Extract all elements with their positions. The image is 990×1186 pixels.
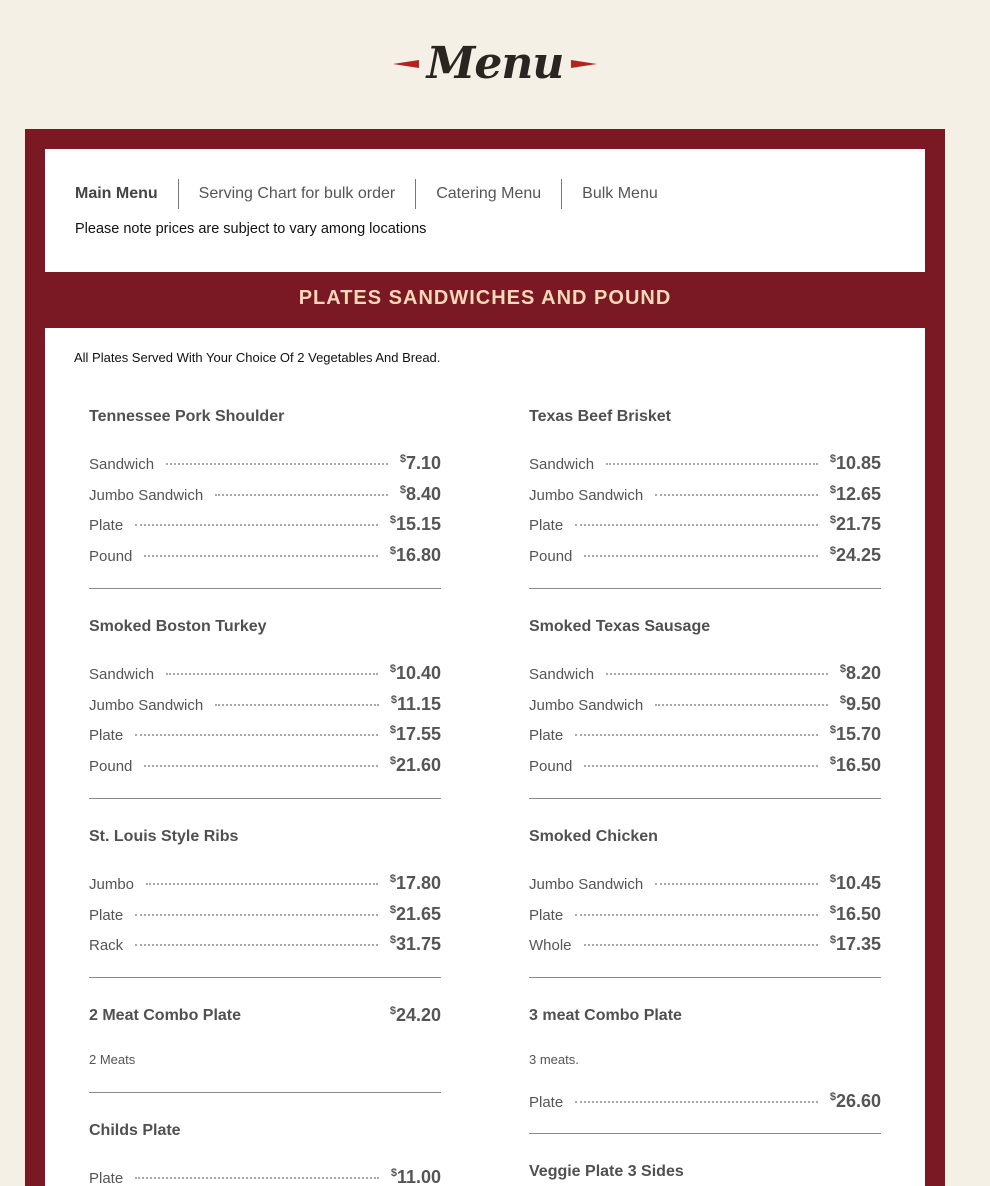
dotted-leader [575,734,818,736]
tab-main-menu[interactable]: Main Menu [75,185,158,202]
price-row-label: Pound [89,548,133,565]
tab-catering-menu[interactable]: Catering Menu [415,179,561,209]
currency-symbol: $ [389,904,396,916]
currency-symbol: $ [839,694,846,706]
price [830,755,881,776]
price-row-label: Plate [529,727,564,744]
price-row-label: Jumbo Sandwich [529,876,644,893]
price-amount: 17.35 [835,934,881,954]
price-row [89,904,441,926]
price [830,453,881,474]
menu-item-name: 2 Meat Combo Plate [89,1007,242,1024]
currency-symbol: $ [389,545,396,557]
price-row-label: Sandwich [89,666,155,683]
price-row-label: Jumbo Sandwich [529,697,644,714]
dotted-leader [166,673,378,675]
price [400,453,441,474]
price-amount: 17.80 [395,873,441,893]
price-amount: 10.40 [395,663,441,683]
price-row-label: Whole [529,937,572,954]
price-amount: 12.65 [835,484,881,504]
price-amount: 8.40 [405,484,441,504]
price-row [529,694,881,716]
price-row [529,663,881,685]
price-amount: 21.60 [395,755,441,775]
currency-symbol: $ [399,453,406,465]
price [390,873,441,894]
dotted-leader [606,673,828,675]
price [830,934,881,955]
currency-symbol: $ [829,873,836,885]
price-row-label: Jumbo Sandwich [529,487,644,504]
dotted-leader [146,883,378,885]
currency-symbol: $ [389,514,396,526]
currency-symbol: $ [390,694,397,706]
currency-symbol: $ [389,934,396,946]
price [390,904,441,925]
price-row [89,1167,441,1186]
price-amount: 31.75 [395,934,441,954]
dotted-leader [584,555,817,557]
price-row [529,514,881,536]
price [391,694,441,715]
price-amount: 21.65 [395,904,441,924]
dotted-leader [606,463,818,465]
price [390,663,441,684]
price-row-label: Plate [89,1170,124,1186]
menu-item-description: 3 meats. [529,1052,579,1067]
price [390,724,441,745]
left-arrow-ornament-icon [393,60,419,68]
page-title: Menu [426,38,564,89]
item-divider [529,798,881,799]
price-row [529,545,881,567]
price-row [529,484,881,506]
price [390,545,441,566]
price-row-label: Jumbo Sandwich [89,697,204,714]
item-divider [529,588,881,589]
price-row [89,873,441,895]
price-amount: 16.50 [835,904,881,924]
price-row-label: Plate [529,517,564,534]
dotted-leader [575,524,818,526]
currency-symbol: $ [839,663,846,675]
price [830,724,881,745]
dotted-leader [135,1177,379,1179]
dotted-leader [144,765,377,767]
price-row [89,545,441,567]
dotted-leader [575,914,818,916]
price [400,484,441,505]
tab-bulk-menu[interactable]: Bulk Menu [561,179,678,209]
dotted-leader [135,524,378,526]
menu-item-name: Smoked Chicken [529,828,658,845]
currency-symbol: $ [829,545,836,557]
price-amount: 10.85 [835,453,881,473]
price-row [89,663,441,685]
price-row-label: Jumbo [89,876,135,893]
currency-symbol: $ [389,755,396,767]
price [390,514,441,535]
item-divider [529,977,881,978]
price-amount: 26.60 [835,1091,881,1111]
currency-symbol: $ [389,873,396,885]
price-row [529,1091,881,1113]
price [830,904,881,925]
dotted-leader [215,704,379,706]
price-amount: 24.25 [835,545,881,565]
page-header [0,36,990,92]
price-amount: 16.80 [395,545,441,565]
dotted-leader [135,914,378,916]
price [830,484,881,505]
dotted-leader [655,704,828,706]
price-row-label: Plate [89,907,124,924]
menu-tabs [75,179,678,209]
currency-symbol: $ [829,514,836,526]
price-row-label: Sandwich [529,666,595,683]
currency-symbol: $ [829,904,836,916]
menu-item-description: 2 Meats [89,1052,136,1067]
price-row [89,724,441,746]
dotted-leader [135,734,378,736]
currency-symbol: $ [829,453,836,465]
price-amount: 15.70 [835,724,881,744]
currency-symbol: $ [829,1091,836,1103]
price-amount: 24.20 [395,1005,441,1025]
price-row [529,453,881,475]
item-divider [89,798,441,799]
price-amount: 16.50 [835,755,881,775]
price [830,873,881,894]
menu-item-name: Veggie Plate 3 Sides [529,1163,684,1180]
price-amount: 11.00 [396,1167,441,1186]
price-amount: 7.10 [405,453,441,473]
price-amount: 9.50 [845,694,881,714]
currency-symbol: $ [399,484,406,496]
price-amount: 15.15 [395,514,441,534]
price-row-label: Sandwich [89,456,155,473]
currency-symbol: $ [829,724,836,736]
price-row-label: Plate [89,727,124,744]
item-divider [529,1133,881,1134]
right-arrow-ornament-icon [571,60,597,68]
dotted-leader [575,1101,818,1103]
menu-item-name: Childs Plate [89,1122,181,1139]
price-row-label: Pound [529,758,573,775]
item-divider [89,1092,441,1093]
price [390,755,441,776]
price-amount: 21.75 [835,514,881,534]
currency-symbol: $ [389,724,396,736]
currency-symbol: $ [390,1167,397,1179]
item-divider [89,977,441,978]
price-row [529,724,881,746]
price [840,694,881,715]
price-row [89,934,441,956]
dotted-leader [655,494,818,496]
menu-item-name: Tennessee Pork Shoulder [89,408,285,425]
currency-symbol: $ [829,755,836,767]
dotted-leader [655,883,818,885]
price-note: Please note prices are subject to vary among locations [75,221,427,237]
dotted-leader [144,555,377,557]
price-amount: 11.15 [396,694,441,714]
tab-serving-chart[interactable]: Serving Chart for bulk order [178,179,416,209]
menu-item-name: 3 meat Combo Plate [529,1007,682,1024]
price [391,1167,441,1186]
price-row [529,755,881,777]
price [830,1091,881,1112]
price-row [89,484,441,506]
dotted-leader [135,944,378,946]
price [390,934,441,955]
menu-tabs-panel [45,149,925,272]
price [830,514,881,535]
currency-symbol: $ [389,663,396,675]
section-intro: All Plates Served With Your Choice Of 2 Vegetables And Bread. [74,350,441,365]
price-row [529,873,881,895]
dotted-leader [584,765,817,767]
price-row-label: Pound [89,758,133,775]
dotted-leader [166,463,388,465]
price-row-label: Plate [89,517,124,534]
price-row-label: Rack [89,937,124,954]
menu-item-name: St. Louis Style Ribs [89,828,239,845]
menu-item-name: Smoked Boston Turkey [89,618,267,635]
currency-symbol: $ [389,1005,396,1017]
price-row [89,694,441,716]
price-amount: 17.55 [395,724,441,744]
price [830,545,881,566]
menu-content [45,328,925,1186]
price-row [529,934,881,956]
price-row [89,453,441,475]
price [390,1005,441,1026]
price-row [89,514,441,536]
dotted-leader [215,494,388,496]
price [840,663,881,684]
menu-item-name: Texas Beef Brisket [529,408,671,425]
dotted-leader [584,944,818,946]
price-amount: 10.45 [835,873,881,893]
menu-item-name: Smoked Texas Sausage [529,618,711,635]
price-row-label: Plate [529,907,564,924]
currency-symbol: $ [829,934,836,946]
section-title: PLATES SANDWICHES AND POUND [298,287,672,309]
item-divider [89,588,441,589]
price-row [89,755,441,777]
price-amount: 8.20 [845,663,881,683]
price-row [529,904,881,926]
price-row-label: Sandwich [529,456,595,473]
currency-symbol: $ [829,484,836,496]
price-row-label: Pound [529,548,573,565]
price-row-label: Plate [529,1094,564,1111]
price-row-label: Jumbo Sandwich [89,487,204,504]
